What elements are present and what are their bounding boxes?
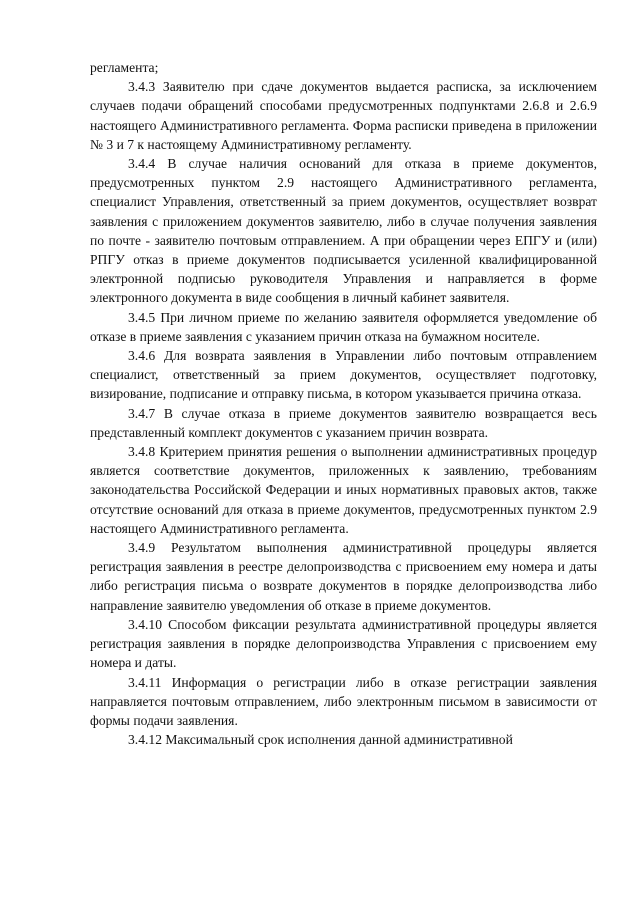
paragraph-continuation: регламента;: [90, 60, 159, 75]
document-body: [90, 58, 597, 749]
paragraph-3-4-11: 3.4.11 Информация о регистрации либо в отказе регистрации заявления направляется почтовым отправлением, либо электронным письмом в зависимости от формы подачи заявления.: [90, 674, 597, 728]
paragraph-3-4-4: 3.4.4 В случае наличия оснований для отказа в приеме документов, предусмотренных пунктом 2.9 настоящего Административного регламента, специалист Управления, ответственный за прием документов, осуществляет возврат заявления с приложением документов заявителю, либо в случае получения заявления по почте - заявителю почтовым отправлением. А при обращении через ЕПГУ и (или) РПГУ отказ в приеме документов подписывается усиленной квалифицированной электронной подписью руководителя Управления и направляется в форме электронного документа в виде сообщения в личный кабинет заявителя.: [90, 156, 597, 306]
paragraph-3-4-7: 3.4.7 В случае отказа в приеме документов заявителю возвращается весь представленный комплект документов с указанием причин возврата.: [90, 405, 597, 440]
paragraph-3-4-9: 3.4.9 Результатом выполнения административной процедуры является регистрация заявления в реестре делопроизводства с присвоением ему номера и даты либо регистрация письма о возврате документов в порядке делопроизводства либо направление заявителю уведомления об отказе в приеме документов.: [90, 540, 597, 613]
paragraph-3-4-8: 3.4.8 Критерием принятия решения о выполнении административных процедур является соответствие документов, приложенных к заявлению, требованиям законодательства Российской Федерации и иных нормативных правовых актов, также отсутствие оснований для отказа в приеме документов, предусмотренных пунктом 2.9 настоящего Административного регламента.: [90, 444, 597, 536]
paragraph-3-4-6: 3.4.6 Для возврата заявления в Управлении либо почтовым отправлением специалист, ответственный за прием документов, осуществляет подготовку, визирование, подписание и отправку письма, в котором указывается причина отказа.: [90, 348, 597, 402]
paragraph-3-4-12: 3.4.12 Максимальный срок исполнения данной административной: [128, 732, 513, 748]
paragraph-3-4-5: 3.4.5 При личном приеме по желанию заявителя оформляется уведомление об отказе в приеме заявления с указанием причин отказа на бумажном носителе.: [90, 309, 597, 344]
paragraph-3-4-3: 3.4.3 Заявителю при сдаче документов выдается расписка, за исключением случаев подачи обращений способами предусмотренных подпунктами 2.6.8 и 2.6.9 настоящего Административного регламента. Форма расписки приведена в приложении № 3 и 7 к настоящему Административному регламенту.: [90, 79, 597, 152]
paragraph-3-4-10: 3.4.10 Способом фиксации результата административной процедуры является регистрация заявления в порядке делопроизводства Управления с присвоением ему номера и даты.: [90, 616, 597, 671]
